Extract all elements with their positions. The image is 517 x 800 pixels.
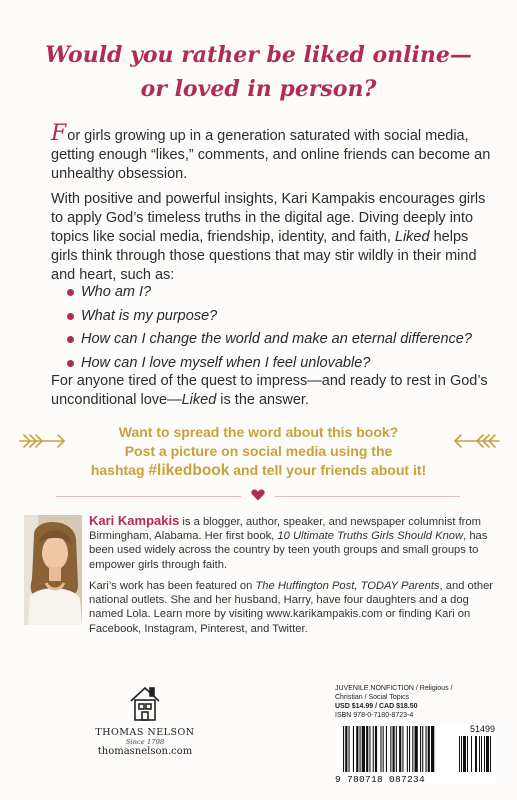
social-promo bbox=[70, 423, 447, 480]
barcode-bar bbox=[375, 726, 377, 772]
heart-icon bbox=[251, 489, 265, 501]
addon-bar bbox=[471, 736, 472, 772]
barcode-bar bbox=[373, 726, 374, 772]
addon-bar bbox=[461, 736, 462, 772]
author-photo bbox=[24, 515, 82, 625]
addon-bar bbox=[484, 736, 485, 772]
author-name: Kari Kampakis bbox=[89, 513, 180, 528]
barcode-bar bbox=[412, 726, 413, 772]
intro-paragraph bbox=[51, 121, 491, 184]
author-bio-1 bbox=[89, 514, 504, 572]
barcode-bar bbox=[402, 726, 403, 772]
price-text: USD $14.99 / CAD $18.50 bbox=[335, 703, 418, 710]
intro-text: or girls growing up in a generation saturated with social media, getting enough “likes,” comments, and online friends can become an unhealthy obsession. bbox=[51, 128, 491, 182]
bio-text: Kari’s work has been featured on bbox=[89, 580, 256, 592]
divider-left bbox=[56, 496, 241, 497]
publisher-logo bbox=[86, 684, 204, 746]
barcode-bar bbox=[393, 726, 395, 772]
barcode-bar bbox=[426, 726, 427, 772]
barcode-bar bbox=[356, 726, 358, 772]
addon-bar bbox=[481, 736, 482, 772]
book-title-inline: Liked bbox=[394, 229, 430, 245]
barcode-bar bbox=[407, 726, 408, 772]
barcode-bar bbox=[366, 726, 368, 772]
cover-headline bbox=[0, 38, 517, 106]
barcode-bar bbox=[380, 726, 381, 772]
promo-line-1: Want to spread the word about this book? bbox=[118, 424, 399, 440]
barcode-bar bbox=[428, 726, 430, 772]
house-icon bbox=[128, 684, 162, 722]
barcode-bar bbox=[409, 726, 410, 772]
closing-text-1: For anyone tired of the quest to impress—and ready to rest in God’s unconditional love— bbox=[51, 373, 488, 408]
addon-bar bbox=[459, 736, 460, 772]
addon-bar bbox=[490, 736, 491, 772]
addon-bar bbox=[486, 736, 489, 772]
closing-text-2: is the answer. bbox=[216, 392, 309, 408]
promo-line-3 bbox=[70, 461, 447, 480]
category-line-2: Christian / Social Topics bbox=[335, 694, 410, 701]
question-list bbox=[67, 281, 497, 375]
barcode-bar bbox=[383, 726, 384, 772]
barcode-bar bbox=[343, 726, 344, 772]
book-title-inline: Liked bbox=[181, 392, 217, 408]
barcode-bar bbox=[390, 726, 391, 772]
barcode-bar bbox=[386, 726, 387, 772]
barcode bbox=[335, 724, 497, 784]
description-text-2: helps girls think through those questions that may stir wildly in their mind and heart, such as: bbox=[51, 229, 477, 283]
category-line-1: JUVENILE NONFICTION / Religious / bbox=[335, 685, 453, 692]
question-item: Who am I? bbox=[67, 281, 497, 305]
barcode-bar bbox=[360, 726, 361, 772]
barcode-bar bbox=[362, 726, 365, 772]
barcode-digits: 9 780718 087234 bbox=[335, 774, 426, 785]
description-paragraph bbox=[51, 190, 491, 285]
publisher-url: thomasnelson.com bbox=[97, 746, 193, 757]
closing-paragraph bbox=[51, 372, 491, 410]
barcode-bar bbox=[345, 726, 347, 772]
hashtag: #likedbook bbox=[148, 462, 230, 479]
bio-text: , and other national outlets. She and her husband, Harry, have four daughters and a dog named Lola. Learn more by visiting www.karikampakis.com or finding Kari on Facebook, Instagram, Pinterest, and Twitter. bbox=[89, 580, 494, 635]
bio-text: is a blogger, author, speaker, and newspaper columnist from Birmingham, Alabama. Her first book, bbox=[89, 516, 481, 543]
price-code: 51499 bbox=[469, 724, 495, 734]
price bbox=[335, 702, 475, 711]
publisher-name: THOMAS NELSON bbox=[95, 727, 195, 738]
promo-line-2: Post a picture on social media using the bbox=[124, 443, 393, 459]
barcode-bar bbox=[399, 726, 401, 772]
question-item: How can I love myself when I feel unlovable? bbox=[67, 352, 497, 376]
question-item: How can I change the world and make an eternal difference? bbox=[67, 328, 497, 352]
isbn-text: ISBN 978-0-7180-8723-4 bbox=[335, 712, 414, 719]
author-bio-2 bbox=[89, 579, 504, 636]
outlet-names: The Huffington Post, TODAY Parents bbox=[255, 580, 440, 592]
arrow-left-icon bbox=[18, 430, 68, 452]
category-info bbox=[335, 684, 475, 720]
headline-line-1: Would you rather be liked online— bbox=[45, 42, 472, 68]
question-item: What is my purpose? bbox=[67, 305, 497, 329]
promo-suffix: and tell your friends about it! bbox=[229, 462, 427, 478]
addon-bar bbox=[467, 736, 468, 772]
barcode-bar bbox=[349, 726, 350, 772]
divider-right bbox=[275, 496, 460, 497]
bio-text: , has been used widely across the country by teen youth groups and small groups to empower girls through faith. bbox=[89, 530, 488, 571]
barcode-bar bbox=[422, 726, 423, 772]
addon-bar bbox=[475, 736, 477, 772]
addon-bar bbox=[463, 736, 466, 772]
barcode-bar bbox=[369, 726, 370, 772]
promo-prefix: hashtag bbox=[90, 462, 149, 478]
headline-line-2: or loved in person? bbox=[140, 76, 377, 102]
publisher-since: Since 1798 bbox=[125, 738, 165, 746]
drop-cap: F bbox=[51, 121, 67, 146]
arrow-right-icon bbox=[451, 430, 501, 452]
description-text-1: With positive and powerful insights, Kari Kampakis encourages girls to apply God’s timeless truths in the digital age. Diving deeply into topics like social media, friendship, identity, and faith, bbox=[51, 191, 486, 245]
barcode-bar bbox=[431, 726, 434, 772]
barcode-bar bbox=[396, 726, 397, 772]
previous-book-title: 10 Ultimate Truths Girls Should Know bbox=[277, 530, 464, 543]
barcode-bar bbox=[415, 726, 418, 772]
barcode-bar bbox=[353, 726, 354, 772]
barcode-bar bbox=[420, 726, 421, 772]
addon-bar bbox=[479, 736, 480, 772]
